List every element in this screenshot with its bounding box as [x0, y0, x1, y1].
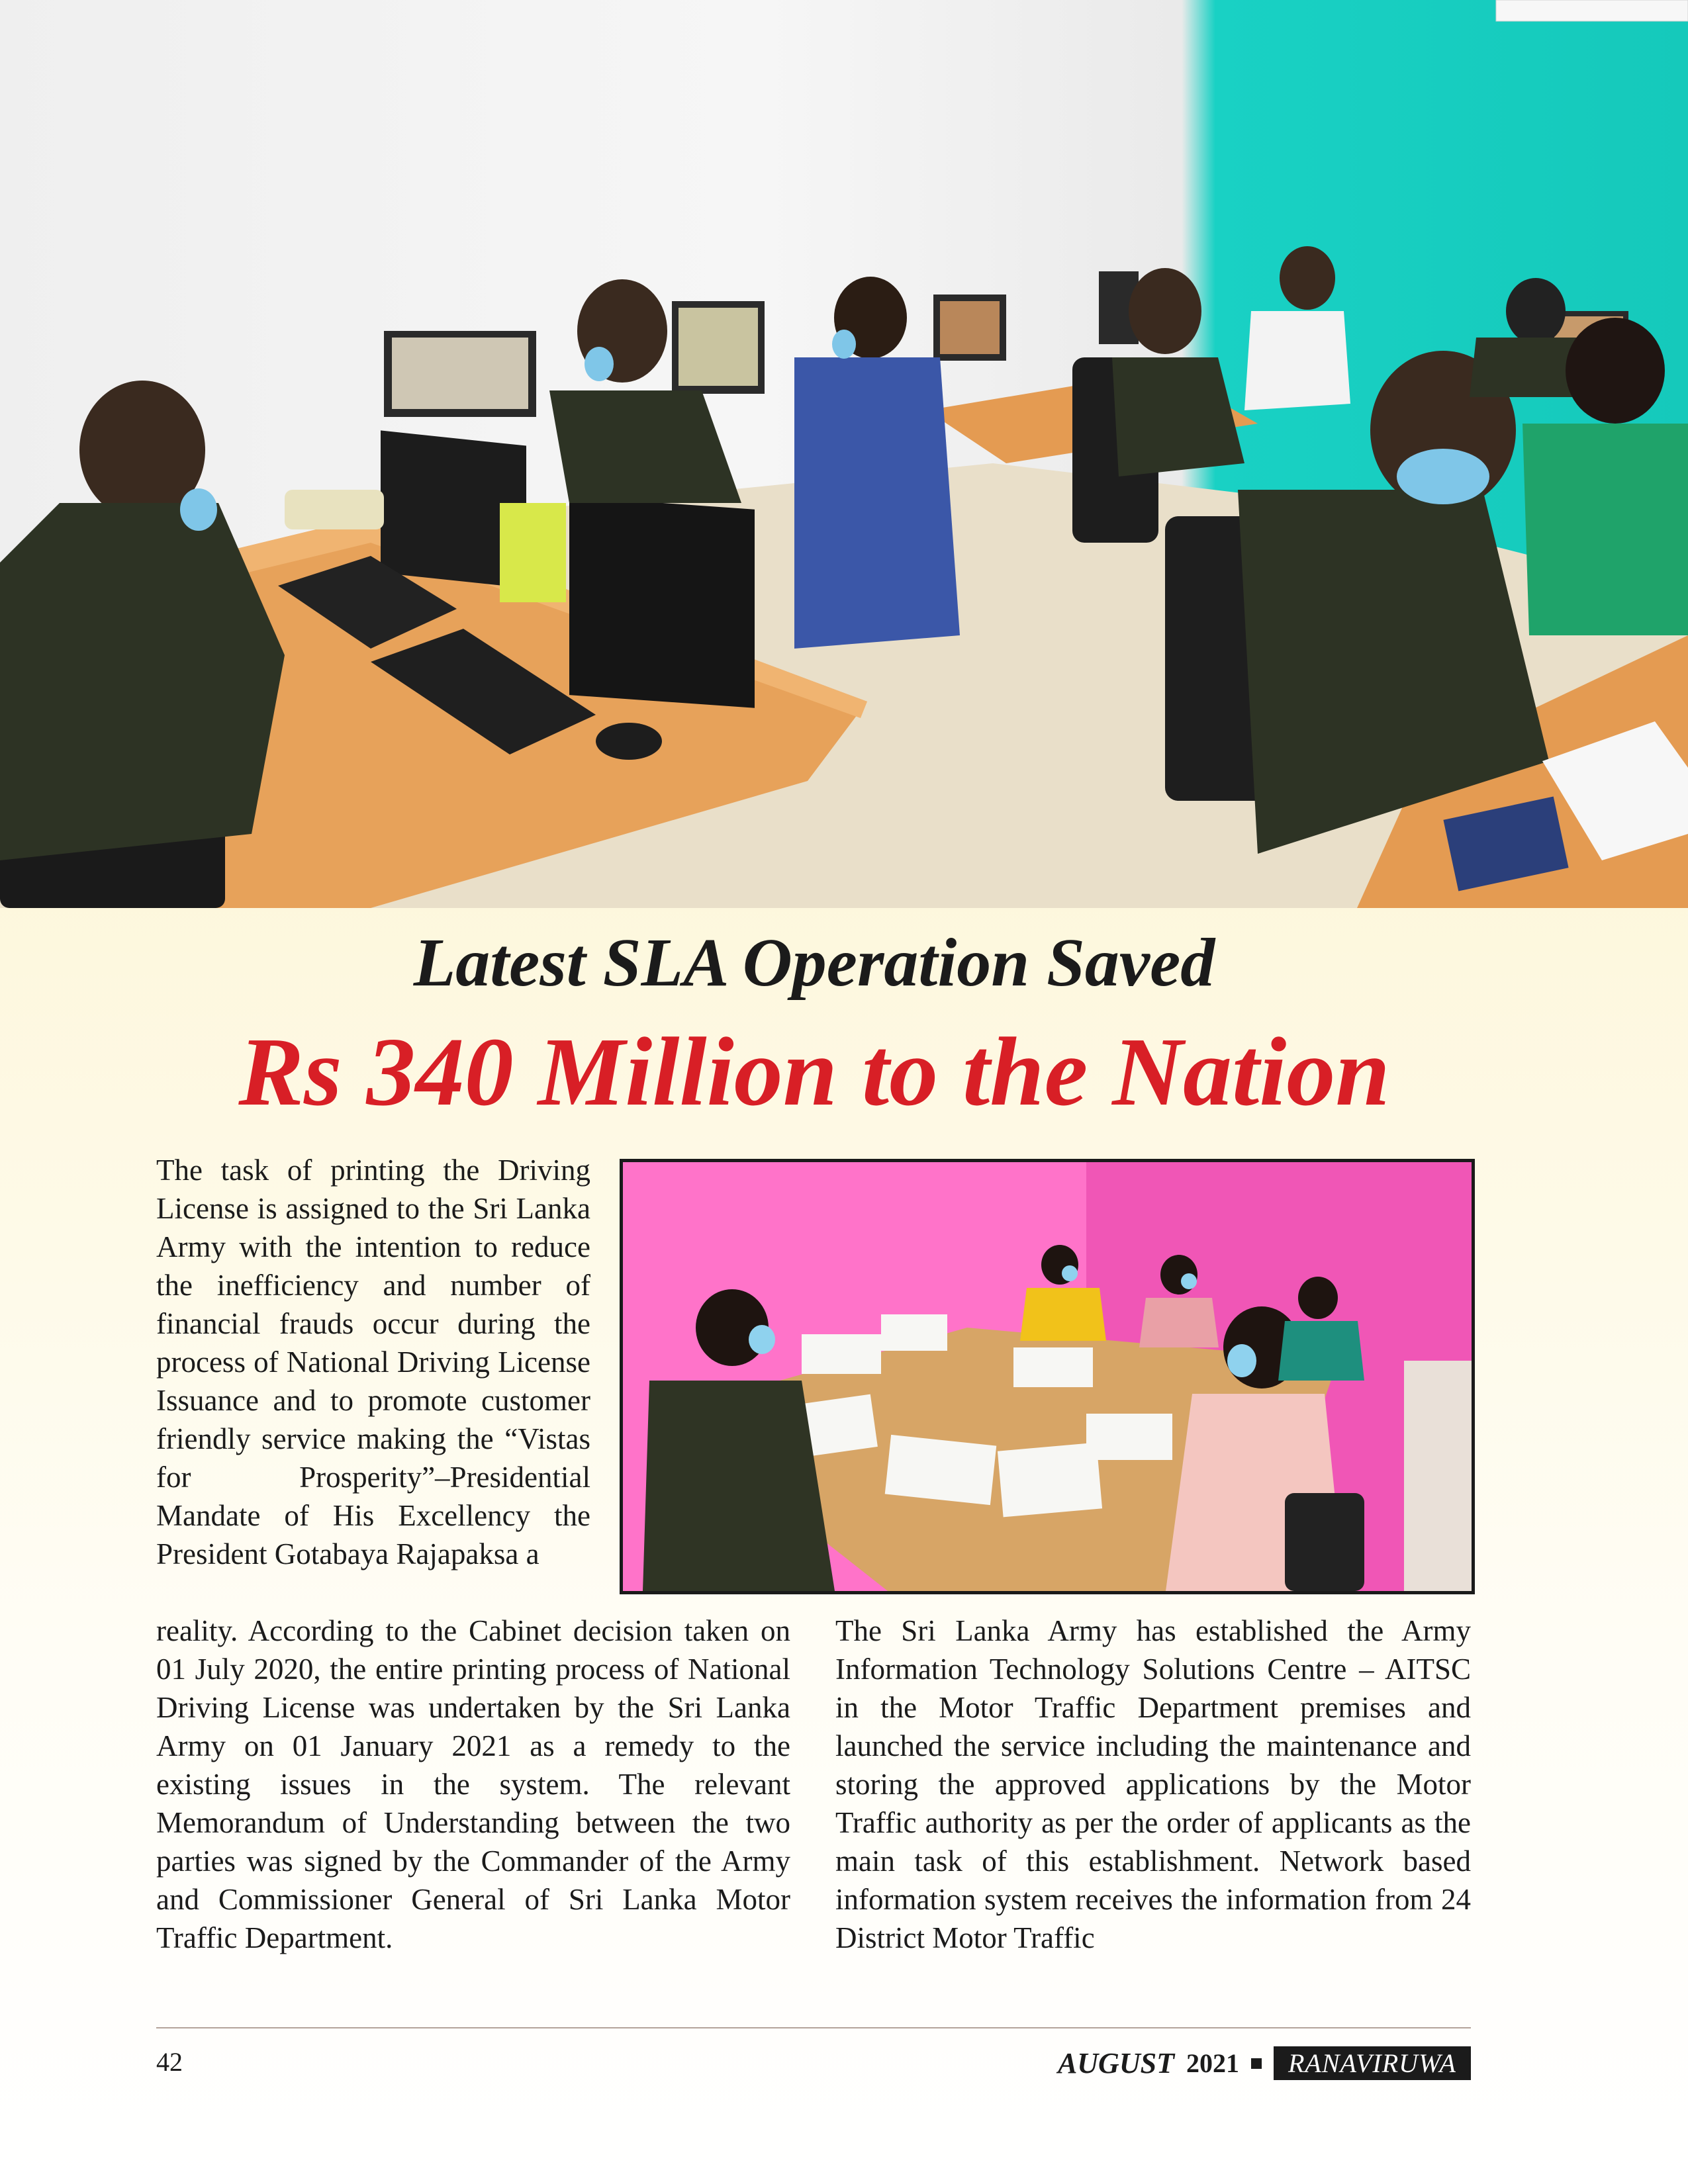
footer-divider	[156, 2027, 1471, 2028]
square-bullet-icon	[1251, 2058, 1262, 2069]
footer-month: AUGUST	[1057, 2047, 1174, 2079]
page-number: 42	[156, 2047, 183, 2077]
magazine-name: RANAVIRUWA	[1274, 2046, 1471, 2080]
article-intro: The task of printing the Driving License is assigned to the Sri Lanka Army with the intention to reduce the inefficiency and number of financial frauds occur during the process of National Driving License Issuance and to promote customer friendly service making the “Vistas for Prosperity”–Presidential Mandate of His Excellency the President Gotabaya Rajapaksa a	[156, 1154, 590, 1570]
article-right-column: The Sri Lanka Army has established the Army Information Technology Solutions Centre – AITSC in the Motor Traffic Department premises and launched the service including the maintenance and storing the approved applications by the Motor Traffic authority as per the order of applicants as the main task of this establishment. Network based information system receives the information from 24 District Motor Traffic	[835, 1614, 1471, 1954]
headline-line-2: Rs 340 Million to the Nation	[238, 1018, 1390, 1126]
document-sorting-illustration	[623, 1162, 1472, 1591]
inset-photo	[620, 1159, 1475, 1594]
headline-line-1: Latest SLA Operation Saved	[413, 925, 1215, 1001]
hero-photo	[0, 0, 1688, 908]
footer-issue	[1058, 2046, 1471, 2080]
office-scene-illustration	[0, 0, 1688, 908]
footer-year: 2021	[1186, 2048, 1239, 2078]
article-left-column: reality. According to the Cabinet decision taken on 01 July 2020, the entire printing process of National Driving License was undertaken by the Sri Lanka Army on 01 January 2021 as a remedy to the existing issues in the system. The relevant Memorandum of Understanding between the two parties was signed by the Commander of the Army and Commissioner General of Sri Lanka Motor Traffic Department.	[156, 1614, 790, 1954]
